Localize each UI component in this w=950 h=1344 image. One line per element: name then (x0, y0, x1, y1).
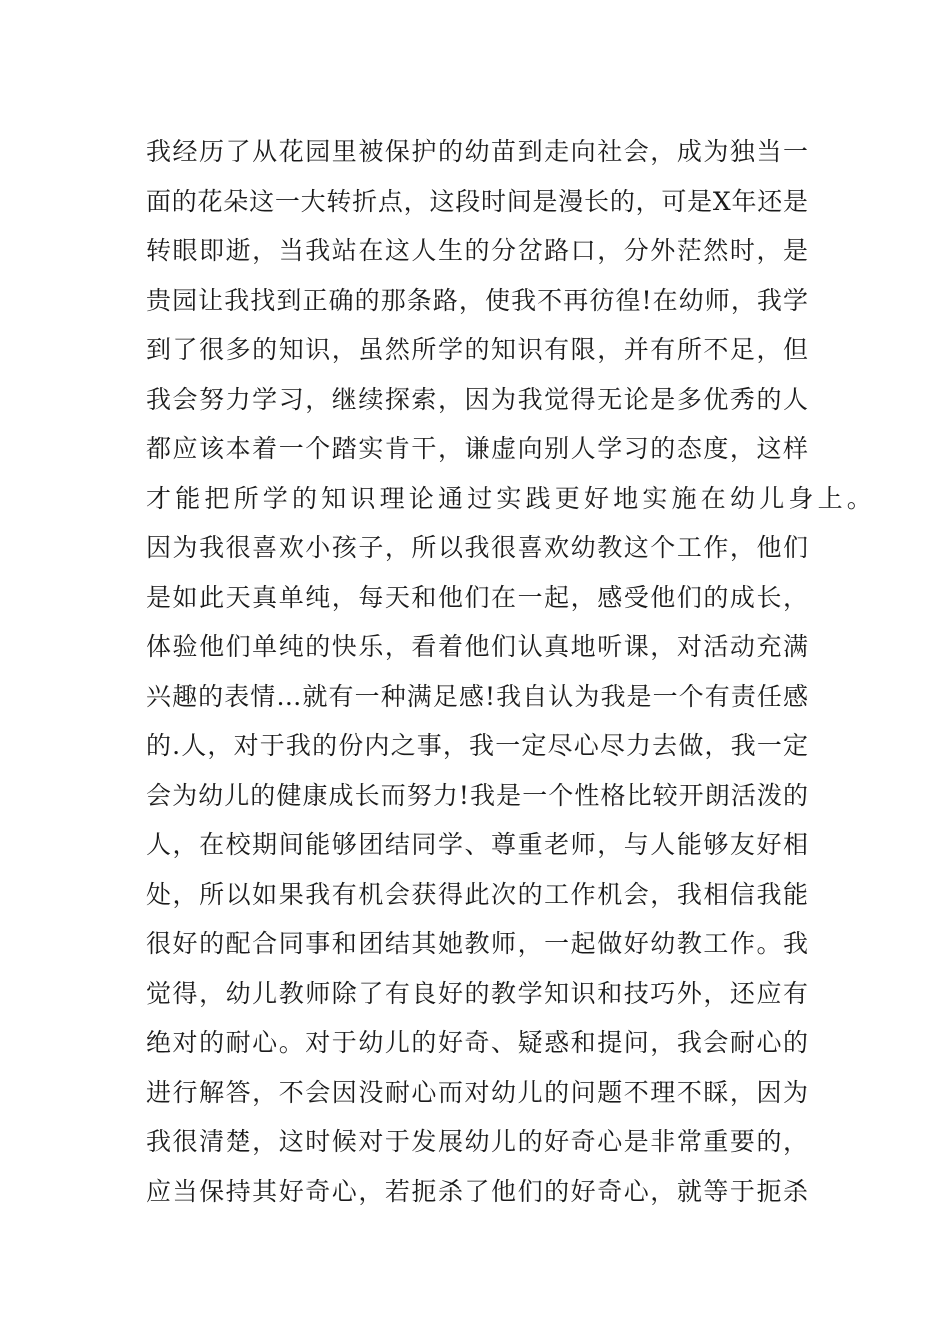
text-line: 进行解答，不会因没耐心而对幼儿的问题不理不睬，因为 (146, 1077, 808, 1107)
text-line: 是如此天真单纯，每天和他们在一起，感受他们的成长， (146, 582, 808, 612)
text-line: 处，所以如果我有机会获得此次的工作机会，我相信我能 (146, 879, 808, 909)
text-line: 到了很多的知识，虽然所学的知识有限，并有所不足，但 (146, 335, 808, 364)
text-line: 觉得，幼儿教师除了有良好的教学知识和技巧外，还应有 (146, 978, 808, 1008)
text-line: 很好的配合同事和团结其她教师，一起做好幼教工作。我 (146, 929, 808, 958)
text-line: 的.人，对于我的份内之事，我一定尽心尽力去做，我一定 (146, 731, 808, 760)
body-text (146, 127, 877, 1216)
text-line: 我很清楚，这时候对于发展幼儿的好奇心是非常重要的， (146, 1127, 808, 1156)
text-line: 应当保持其好奇心，若扼杀了他们的好奇心，就等于扼杀 (146, 1176, 808, 1206)
text-line: 人，在校期间能够团结同学、尊重老师，与人能够友好相 (146, 830, 808, 859)
text-line: 都应该本着一个踏实肯干，谦虚向别人学习的态度，这样 (146, 434, 808, 463)
text-line: 贵园让我找到正确的那条路，使我不再彷徨!在幼师，我学 (146, 285, 808, 315)
text-line: 我经历了从花园里被保护的幼苗到走向社会，成为独当一 (146, 137, 808, 166)
text-line: 转眼即逝，当我站在这人生的分岔路口，分外茫然时，是 (146, 236, 808, 265)
text-line: 才能把所学的知识理论通过实践更好地实施在幼儿身上。 (146, 483, 877, 513)
text-line: 面的花朵这一大转折点，这段时间是漫长的，可是X年还是 (146, 186, 808, 216)
text-line: 兴趣的表情…就有一种满足感!我自认为我是一个有责任感 (146, 681, 808, 711)
text-line: 因为我很喜欢小孩子，所以我很喜欢幼教这个工作，他们 (146, 533, 808, 562)
text-line: 体验他们单纯的快乐，看着他们认真地听课，对活动充满 (146, 632, 808, 661)
text-line: 会为幼儿的健康成长而努力!我是一个性格比较开朗活泼的 (146, 780, 808, 810)
text-line: 绝对的耐心。对于幼儿的好奇、疑惑和提问，我会耐心的 (146, 1028, 808, 1057)
text-line: 我会努力学习，继续探索，因为我觉得无论是多优秀的人 (146, 384, 808, 414)
